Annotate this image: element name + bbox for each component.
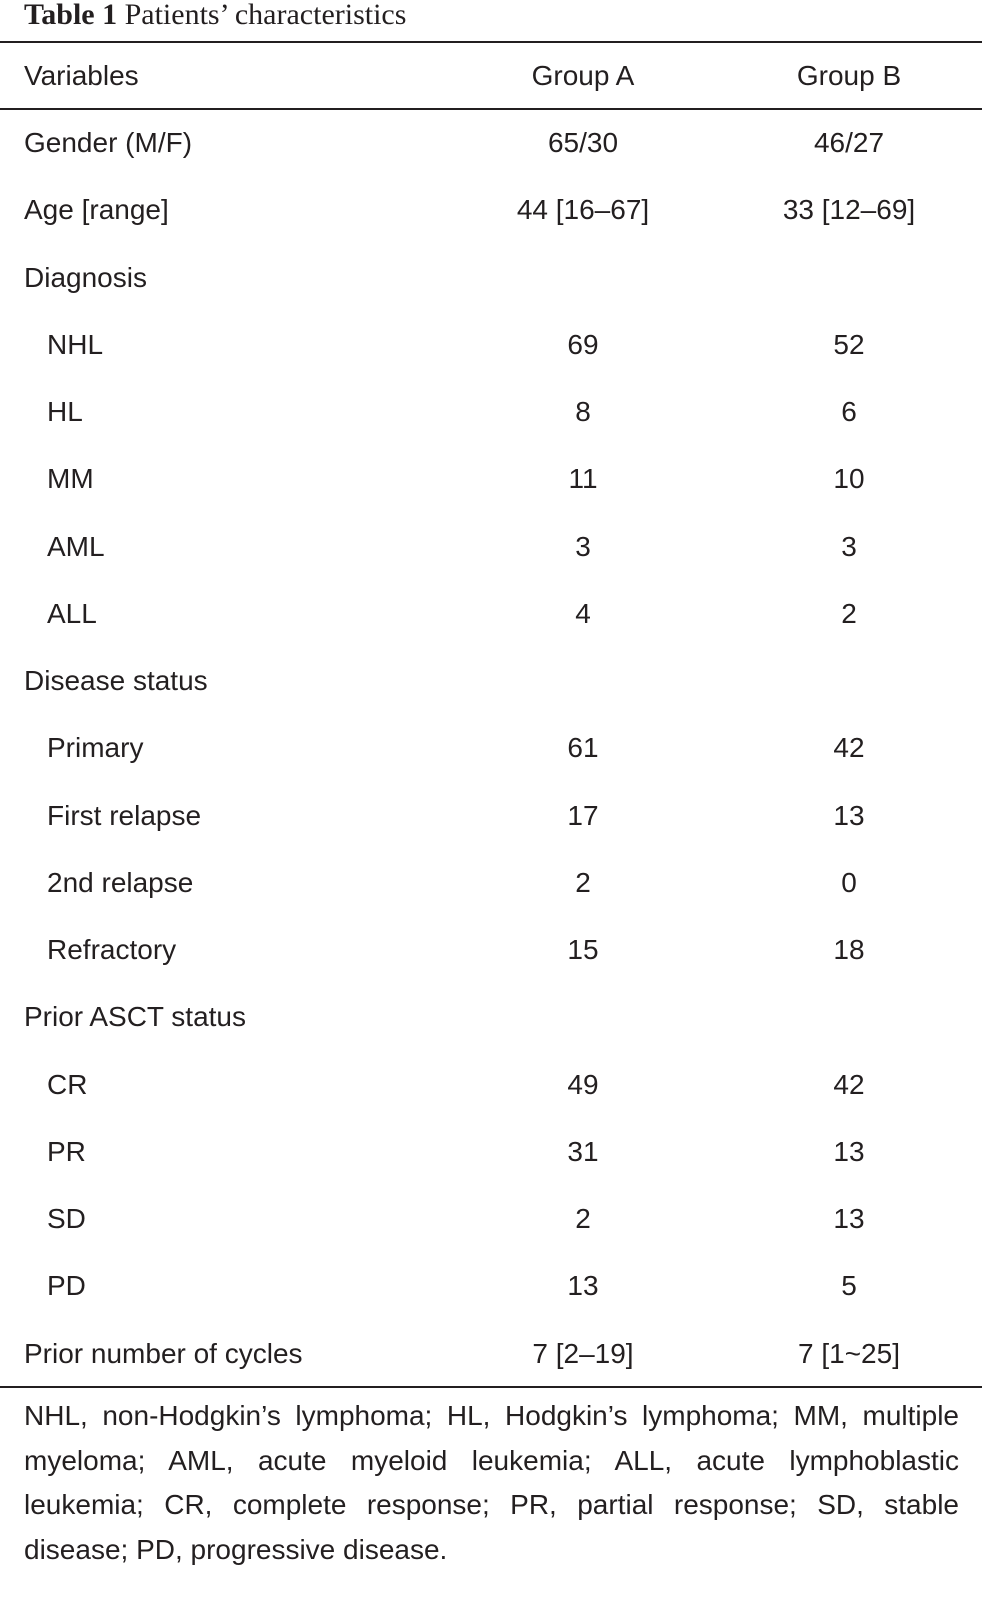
row-group-a-value: 49 [567,1068,599,1100]
row-group-a-value: 2 [575,866,591,898]
table-row [0,1252,982,1319]
row-group-a-value: 65/30 [547,127,619,158]
table-row [0,378,982,445]
row-label: Gender (M/F) [24,127,193,158]
table-header [0,42,982,109]
row-label: Prior ASCT status [24,1001,247,1033]
row-group-a-value: 7 [2–19] [532,1337,634,1369]
row-label: First relapse [47,799,202,831]
table-row [0,1320,982,1387]
row-group-b-value: 7 [1~25] [798,1337,900,1369]
table-row [0,1185,982,1252]
row-group-b-value: 33 [12–69] [782,194,916,226]
row-group-a-value [450,244,716,311]
table-row [0,513,982,580]
table-row [0,916,982,983]
table-caption-label: Table 1 [24,0,118,31]
row-group-b-value: 52 [833,328,865,360]
table-caption-title: Patients’ characteristics [124,0,407,31]
row-group-b-value: 5 [841,1270,857,1302]
table-row [0,445,982,512]
row-group-a-value: 31 [567,1135,599,1167]
row-group-b-value: 18 [833,934,865,965]
row-group-b-value: 13 [833,1135,865,1167]
row-group-a-value: 11 [568,463,598,495]
row-group-b-value: 46/27 [813,127,885,158]
header-variables: Variables [24,60,139,91]
row-group-a-value [450,983,716,1050]
row-group-b-value: 10 [833,463,865,495]
row-group-a-value [450,647,716,714]
header-group-b: Group B [796,60,902,91]
row-label: Primary [47,732,144,764]
row-group-b-value [716,647,982,714]
table-row [0,1118,982,1185]
header-group-a: Group A [531,60,635,91]
row-label: Disease status [24,665,208,696]
row-label: PD [47,1270,86,1302]
row-group-a-value: 4 [575,597,591,629]
row-label: NHL [47,328,104,360]
table-row [0,580,982,647]
row-group-b-value: 13 [833,1203,865,1234]
table-row [0,983,982,1050]
row-label: CR [47,1068,88,1100]
table-row [0,1051,982,1118]
row-label: HL [47,396,83,427]
row-label: SD [47,1203,86,1234]
row-group-b-value: 42 [833,732,865,764]
table-row [0,244,982,311]
row-group-a-value: 3 [575,530,591,562]
row-label: 2nd relapse [47,866,194,898]
table-row [0,849,982,916]
row-group-a-value: 17 [567,799,599,831]
table-footnote: NHL, non-Hodgkin’s lymphoma; HL, Hodgkin’s lymphoma; MM, multiple myeloma; AML, acute myeloid leukemia; ALL, acute lymphoblastic leukemia; CR, complete response; PR, partial response; SD, stable disease; PD, progressive disease. [24,1400,959,1565]
row-label: Refractory [47,934,177,965]
table-row [0,647,982,714]
table-row [0,109,982,176]
row-group-b-value: 6 [841,396,857,427]
row-group-a-value: 8 [575,396,591,427]
row-label: ALL [47,597,97,629]
row-group-b-value: 42 [833,1068,865,1100]
table-row [0,714,982,781]
row-group-b-value: 13 [833,799,865,831]
row-label: Diagnosis [24,261,147,293]
row-group-a-value: 2 [575,1203,591,1234]
row-label: AML [47,530,105,562]
row-group-a-value: 13 [567,1270,599,1302]
row-label: MM [47,463,94,495]
row-group-a-value: 69 [567,328,599,360]
table-caption [24,0,406,34]
table-row [0,176,982,243]
row-group-a-value: 44 [16–67] [516,194,650,226]
row-label: PR [47,1135,86,1167]
row-group-b-value: 3 [841,530,857,562]
table-bottom-rule [0,1386,982,1388]
table-row [0,782,982,849]
row-group-b-value: 0 [841,866,857,898]
row-group-b-value [716,983,982,1050]
row-group-a-value: 15 [567,934,599,965]
table-row [0,311,982,378]
row-label: Prior number of cycles [24,1337,303,1369]
row-group-a-value: 61 [567,732,599,764]
row-label: Age [range] [24,194,169,226]
row-group-b-value [716,244,982,311]
row-group-b-value: 2 [841,597,857,629]
